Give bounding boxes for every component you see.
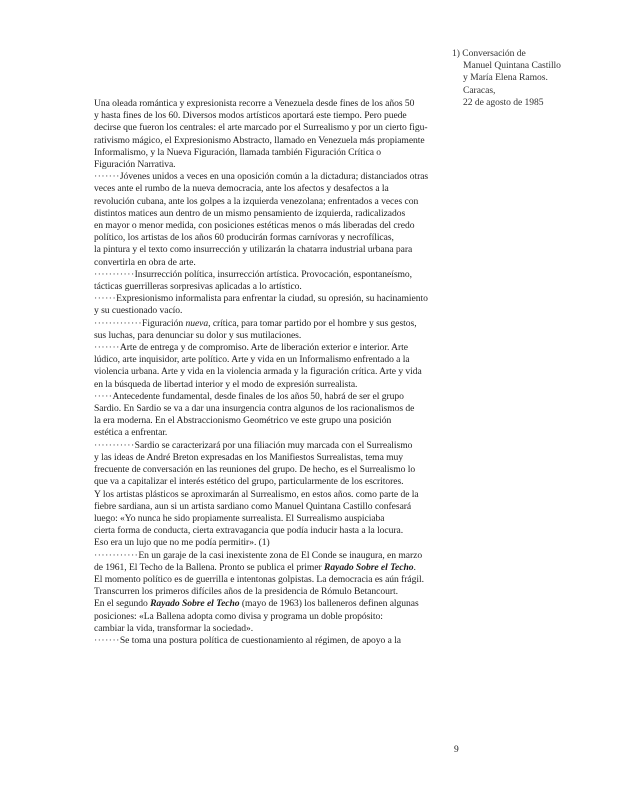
text-line: cambiar la vida, transformar la sociedad». <box>94 622 254 634</box>
text-line: Una oleada romántica y expresionista recorre a Venezuela desde fines de los años 50 <box>94 98 415 109</box>
text-line: estética a enfrentar. <box>94 427 168 439</box>
text-line: cierta forma de conducta, cierta extravagancia que podía inducir hasta a la locura. <box>94 525 404 537</box>
leader-dots: ······ <box>94 293 117 305</box>
leader-dots: ············· <box>94 317 143 329</box>
leader-dots: ············ <box>94 549 139 561</box>
leader-dots: ····· <box>94 390 113 402</box>
sidenote-line: 1) Conversación de <box>452 48 526 59</box>
paragraph <box>94 342 504 391</box>
text-line: Informalismo, y la Nueva Figuración, llamada también Figuración Crítica o <box>94 146 382 158</box>
text-line: que va a capitalizar el interés estético del grupo, particularmente de los escritores. <box>94 476 404 488</box>
text-line: en la búsqueda de libertad interior y el modo de expresión surrealista. <box>94 378 358 390</box>
text-line: El momento político es de guerrilla e intentonas golpistas. La democracia es aún frágil. <box>94 573 424 585</box>
text-line: ···········Sardio se caracterizará por una filiación muy marcada con el Surrealismo <box>94 439 413 451</box>
text-line: tácticas guerrilleras sorpresivas aplicadas a lo artístico. <box>94 281 302 293</box>
text-line: frecuente de conversación en las reuniones del grupo. De hecho, es el Surrealismo lo <box>94 464 416 476</box>
text-line: sus luchas, para denunciar su dolor y sus mutilaciones. <box>94 329 302 341</box>
text-line: rativismo mágico, el Expresionismo Abstracto, llamado en Venezuela más propiamente <box>94 134 425 146</box>
text-line: en mayor o menor medida, con posiciones estéticas menos o más liberadas del credo <box>94 220 415 232</box>
text-line: decirse que fueron los centrales: el arte marcado por el Surrealismo y por un cierto figu- <box>94 122 428 134</box>
text-line: ·····Antecedente fundamental, desde finales de los años 50, habrá de ser el grupo <box>94 390 404 402</box>
text-line: Sardio. En Sardio se va a dar una insurgencia contra algunos de los racionalismos de <box>94 403 415 415</box>
text-line: lúdico, arte inquisidor, arte político. Arte y vida en un Informalismo enfrentado a la <box>94 354 410 366</box>
text-line: la pintura y el texto como insurrección y utilizarán la chatarra industrial urbana para <box>94 244 413 256</box>
text-line: violencia urbana. Arte y vida en la violencia armada y la figuración crítica. Arte y vida <box>94 366 422 378</box>
text-line: y las ideas de André Breton expresadas en los Manifiestos Surrealistas, tema muy <box>94 451 404 463</box>
text-line: de 1961, El Techo de la Ballena. Pronto se publica el primer Rayado Sobre el Techo. <box>94 561 416 573</box>
sidenote-line: Manuel Quintana Castillo <box>463 60 561 72</box>
text-line: ···········Insurrección política, insurrección artística. Provocación, espontaneísmo, <box>94 268 413 280</box>
body-text <box>94 98 504 647</box>
text-line: En el segundo Rayado Sobre el Techo (mayo de 1963) los balleneros definen algunas <box>94 598 419 610</box>
leader-dots: ··········· <box>94 439 135 451</box>
leader-dots: ······· <box>94 342 120 354</box>
paragraph <box>94 318 504 342</box>
page-number: 9 <box>454 745 459 755</box>
text-line: ·······Arte de entrega y de compromiso. Arte de liberación exterior e interior. Arte <box>94 342 408 354</box>
text-line: distintos matices aun dentro de un mismo pensamiento de izquierda, radicalizados <box>94 207 406 219</box>
text-line: ·······Jóvenes unidos a veces en una oposición común a la dictadura; distanciados otras <box>94 171 429 183</box>
paragraph <box>94 635 504 647</box>
paragraph <box>94 391 504 440</box>
text-line: ·······Se toma una postura política de cuestionamiento al régimen, de apoyo a la <box>94 634 402 646</box>
text-line: ············En un garaje de la casi inexistente zona de El Conde se inaugura, en marzo <box>94 549 423 561</box>
leader-dots: ······· <box>94 171 120 183</box>
text-line: y hasta fines de los 60. Diversos modos artísticos aportará este tiempo. Pero puede <box>94 110 407 122</box>
sidenote-line: Caracas, <box>463 84 496 96</box>
sidenote-line: 22 de agosto de 1985 <box>463 96 544 108</box>
text-line: veces ante el rumbo de la nueva democracia, ante los afectos y desafectos a la <box>94 183 389 195</box>
text-line: ·············Figuración nueva, crítica, para tomar partido por el hombre y sus gestos, <box>94 317 417 329</box>
text-line: político, los artistas de los años 60 producirán formas carnívoras y necrofílicas, <box>94 232 394 244</box>
text-line: Y los artistas plásticos se aproximarán al Surrealismo, en estos años. como parte de la <box>94 488 419 500</box>
paragraph <box>94 171 504 269</box>
text-line: posiciones: «La Ballena adopta como divisa y programa un doble propósito: <box>94 610 383 622</box>
leader-dots: ······· <box>94 634 120 646</box>
text-line: Figuración Narrativa. <box>94 159 176 171</box>
text-line: revolución cubana, ante los golpes a la izquierda venezolana; enfrentados a veces con <box>94 195 419 207</box>
paragraph <box>94 269 504 293</box>
text-line: y su cuestionado vacío. <box>94 305 183 317</box>
text-line: ······Expresionismo informalista para enfrentar la ciudad, su opresión, su hacinamiento <box>94 293 428 305</box>
leader-dots: ··········· <box>94 268 135 280</box>
text-line: Transcurren los primeros difíciles años de la presidencia de Rómulo Betancourt. <box>94 586 398 598</box>
paragraph <box>94 440 504 550</box>
paragraph <box>94 98 504 171</box>
paragraph <box>94 293 504 317</box>
text-line: luego: «Yo nunca he sido propiamente surrealista. El Surrealismo auspiciaba <box>94 512 385 524</box>
text-line: Eso era un lujo que no me podía permitir». (1) <box>94 537 270 549</box>
paragraph <box>94 550 504 635</box>
text-line: convertirla en obra de arte. <box>94 256 196 268</box>
text-line: fiebre sardiana, aun si un artista sardiano como Manuel Quintana Castillo confesará <box>94 500 412 512</box>
text-line: la era moderna. En el Abstraccionismo Geométrico ve este grupo una posición <box>94 415 392 427</box>
sidenote-line: y María Elena Ramos. <box>463 72 548 84</box>
